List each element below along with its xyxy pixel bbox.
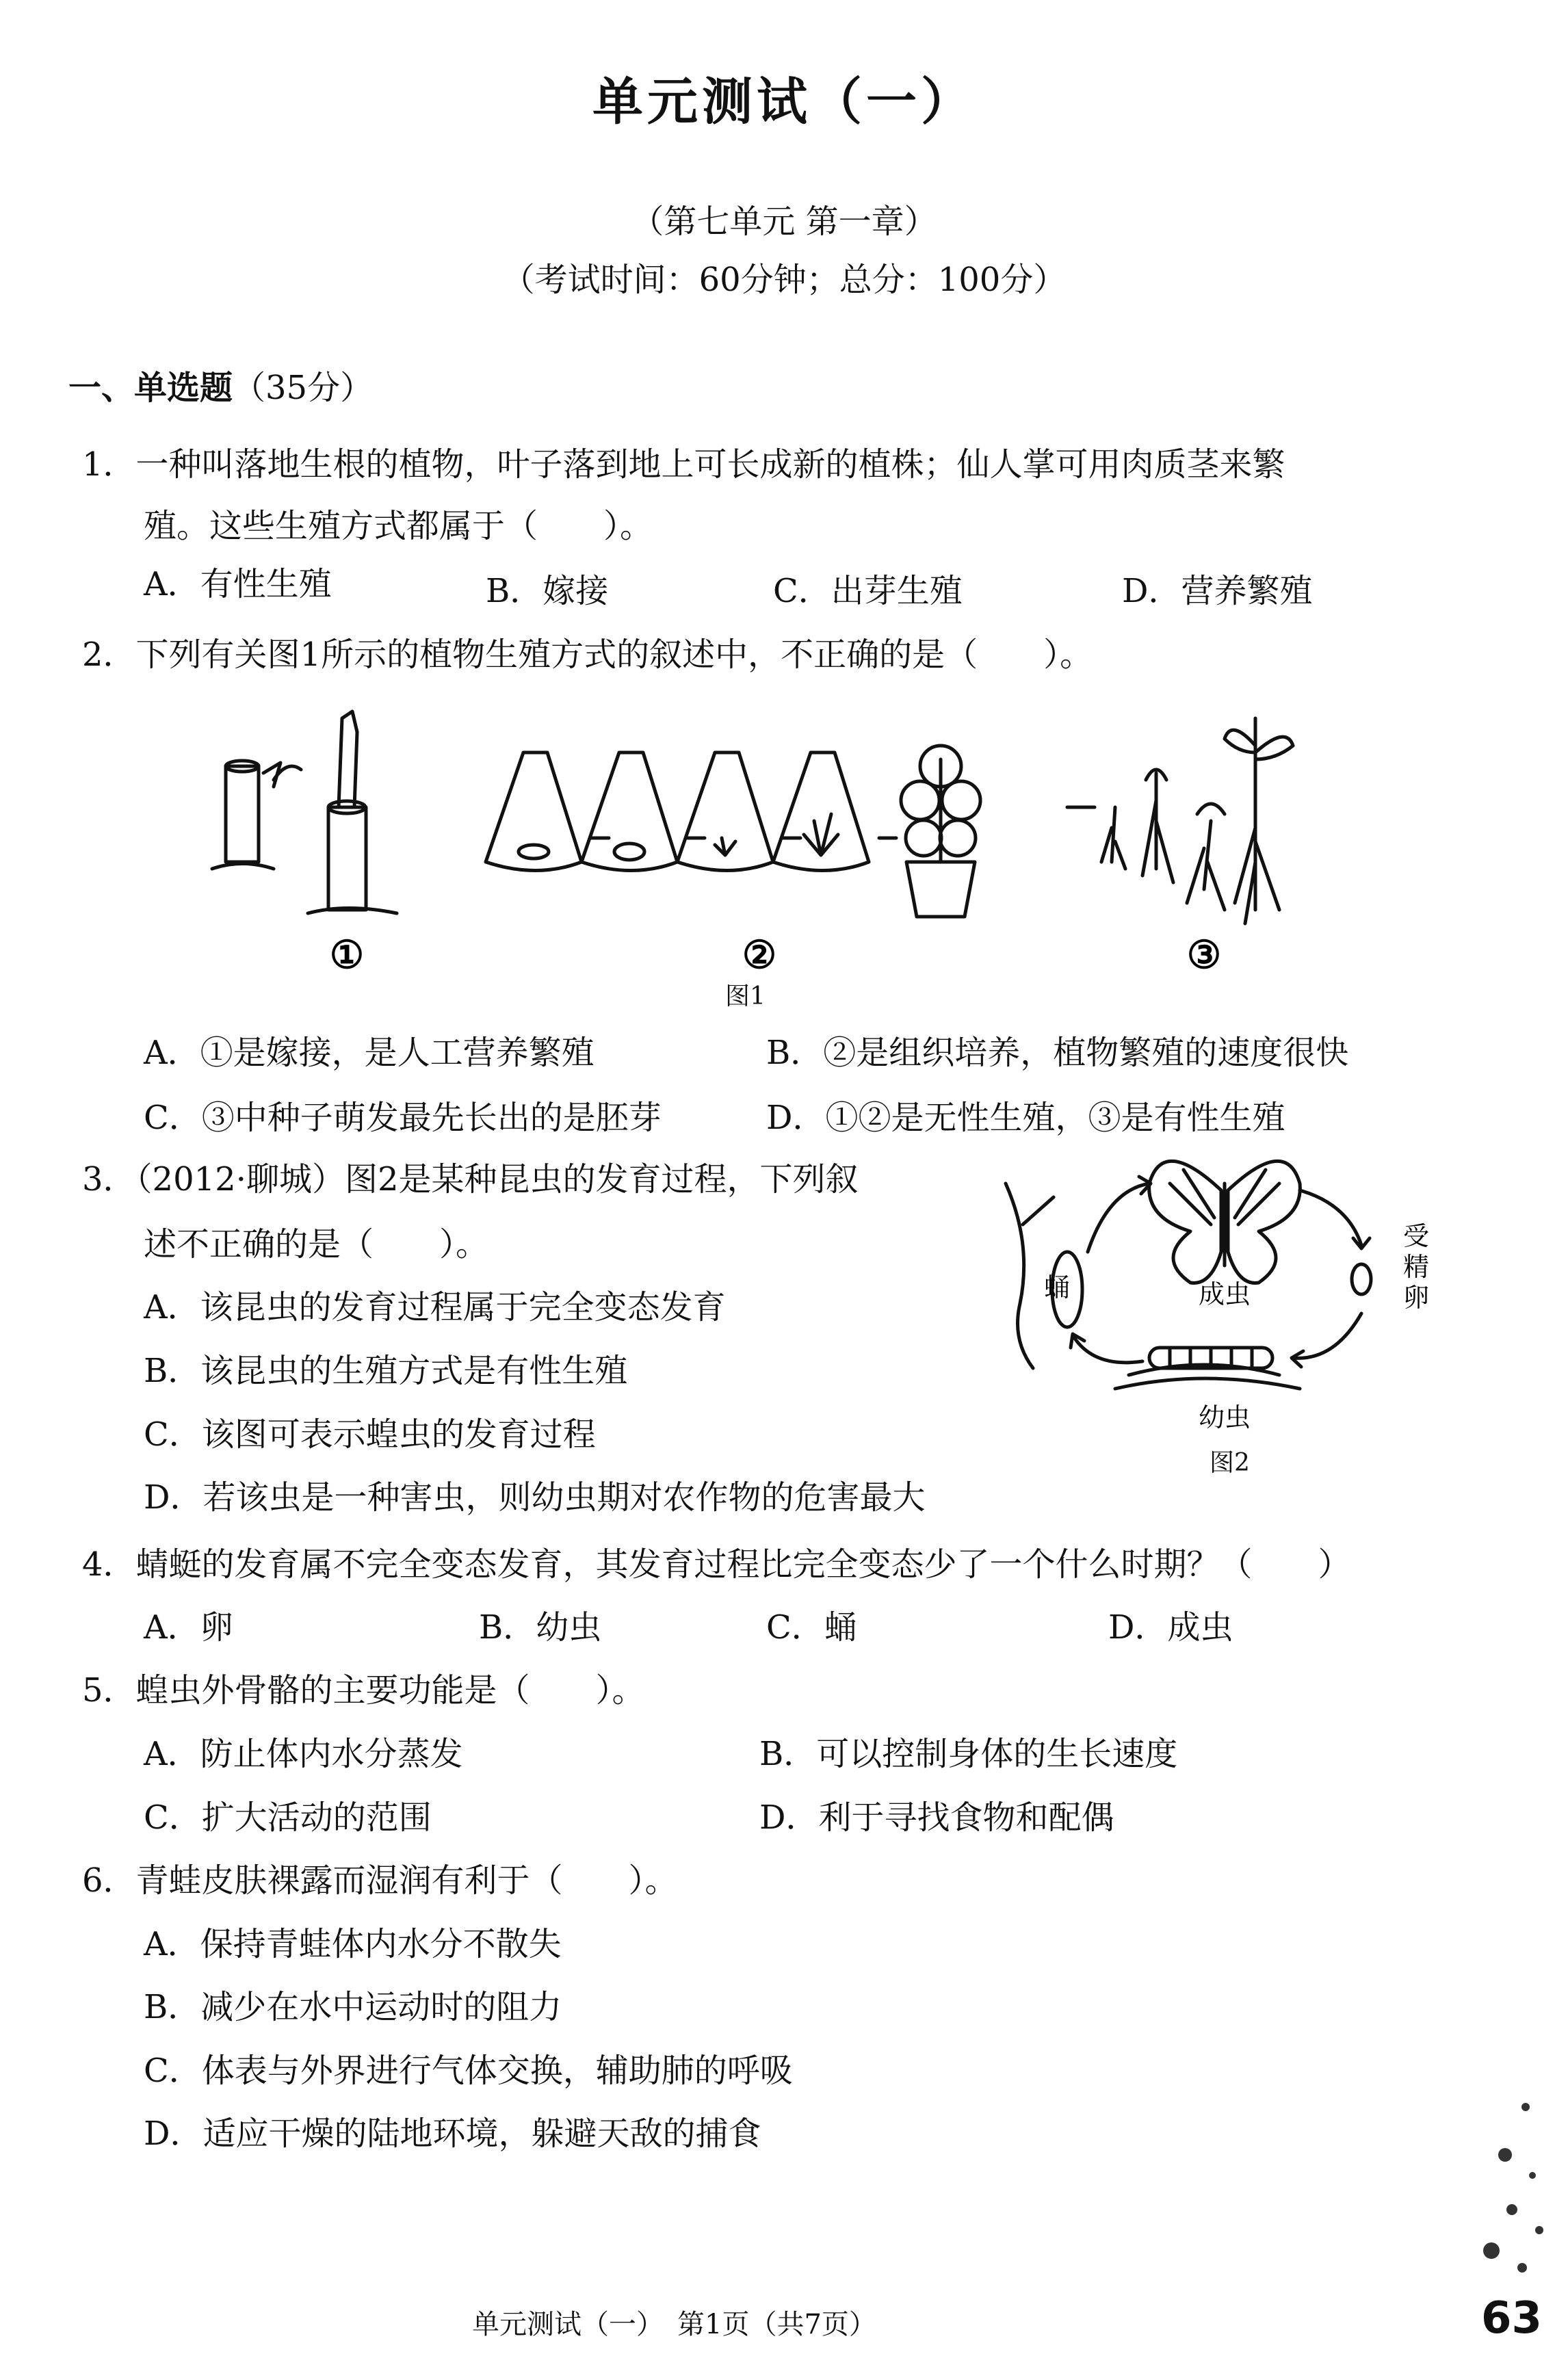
q5-option-c[interactable]: C．扩大活动的范围 <box>144 1798 432 1837</box>
q5-option-b[interactable]: B．可以控制身体的生长速度 <box>759 1735 1178 1773</box>
q5-stem: 5．蝗虫外骨骼的主要功能是（ ）。 <box>82 1671 645 1710</box>
q3-option-d[interactable]: D．若该虫是一种害虫，则幼虫期对农作物的危害最大 <box>144 1478 926 1517</box>
q1-option-c[interactable]: C．出芽生殖 <box>773 572 963 610</box>
q5-option-a[interactable]: A．防止体内水分蒸发 <box>144 1735 463 1773</box>
egg-illustration <box>1352 1264 1371 1294</box>
q4-option-b[interactable]: B．幼虫 <box>479 1608 602 1647</box>
q6-option-d[interactable]: D．适应干燥的陆地环境，躲避天敌的捕食 <box>144 2115 761 2153</box>
q3-stem-line1: 3．（2012·聊城）图2是某种昆虫的发育过程，下列叙 <box>82 1160 859 1199</box>
label-pupa: 蛹 <box>1043 1272 1071 1303</box>
q6-option-b[interactable]: B．减少在水中运动时的阻力 <box>144 1988 562 2026</box>
grafting-illustration <box>212 711 397 913</box>
q2-option-d[interactable]: D．①②是无性生殖，③是有性生殖 <box>766 1099 1285 1137</box>
q4-option-c[interactable]: C．蛹 <box>766 1608 857 1647</box>
page-number: 63 <box>1481 2293 1543 2344</box>
q1-stem-line1: 1．一种叫落地生根的植物，叶子落到地上可长成新的植株；仙人掌可用肉质茎来繁 <box>82 445 1285 484</box>
q3-option-b[interactable]: B．该昆虫的生殖方式是有性生殖 <box>144 1352 628 1390</box>
section-label: 一、单选题 <box>68 369 233 407</box>
section-heading <box>68 361 373 408</box>
figure1-label-3: ③ <box>1186 932 1222 978</box>
section-points: （35分） <box>233 369 374 407</box>
decorative-speckles <box>1464 2093 1560 2285</box>
q6-option-c[interactable]: C．体表与外界进行气体交换，辅助肺的呼吸 <box>144 2052 793 2090</box>
q2-stem: 2．下列有关图1所示的植物生殖方式的叙述中，不正确的是（ ）。 <box>82 636 1093 674</box>
seed-germination-illustration <box>1067 718 1293 924</box>
label-adult: 成虫 <box>1198 1279 1251 1309</box>
figure1-label-2: ② <box>742 932 777 978</box>
chapter-subtitle: （第七单元 第一章） <box>631 202 937 241</box>
q4-stem: 4．蜻蜓的发育属不完全变态发育，其发育过程比完全变态少了一个什么时期？（ ） <box>82 1545 1351 1584</box>
page-footer: 单元测试（一） 第1页（共7页） <box>472 2309 876 2340</box>
q2-option-c[interactable]: C．③中种子萌发最先长出的是胚芽 <box>144 1099 662 1137</box>
figure1-label-1: ① <box>329 932 365 978</box>
figure2-insect-lifecycle <box>992 1142 1443 1450</box>
figure1-plant-reproduction <box>198 705 1375 1012</box>
figure1-caption: 图1 <box>725 982 766 1010</box>
label-egg-char-3: 卵 <box>1402 1283 1430 1313</box>
butterfly-illustration <box>1149 1161 1301 1283</box>
label-egg-char-2: 精 <box>1402 1252 1430 1282</box>
q3-option-a[interactable]: A．该昆虫的发育过程属于完全变态发育 <box>144 1288 726 1326</box>
label-larva: 幼虫 <box>1198 1402 1251 1432</box>
q6-option-a[interactable]: A．保持青蛙体内水分不散失 <box>144 1925 562 1963</box>
q6-stem: 6．青蛙皮肤裸露而湿润有利于（ ）。 <box>82 1861 678 1900</box>
q3-stem-line2: 述不正确的是（ ）。 <box>144 1225 489 1264</box>
label-egg-char-1: 受 <box>1402 1221 1430 1251</box>
tissue-culture-illustration <box>486 746 980 917</box>
page-title: 单元测试（一） <box>592 73 976 131</box>
q3-option-c[interactable]: C．该图可表示蝗虫的发育过程 <box>144 1415 596 1454</box>
q1-option-b[interactable]: B．嫁接 <box>486 572 609 610</box>
q1-option-d[interactable]: D．营养繁殖 <box>1122 572 1313 610</box>
exam-info: （考试时间：60分钟；总分：100分） <box>501 261 1067 299</box>
q1-stem-line2: 殖。这些生殖方式都属于（ ）。 <box>144 507 653 545</box>
figure2-caption: 图2 <box>1210 1449 1250 1477</box>
q2-option-a[interactable]: A．①是嫁接，是人工营养繁殖 <box>144 1034 594 1072</box>
branch-illustration <box>1006 1183 1033 1368</box>
q5-option-d[interactable]: D．利于寻找食物和配偶 <box>759 1798 1114 1837</box>
q1-option-a[interactable]: A．有性生殖 <box>144 565 332 603</box>
q4-option-a[interactable]: A．卵 <box>144 1608 233 1647</box>
q4-option-d[interactable]: D．成虫 <box>1108 1608 1233 1647</box>
q2-option-b[interactable]: B．②是组织培养，植物繁殖的速度很快 <box>766 1034 1349 1072</box>
larva-illustration <box>1115 1348 1300 1389</box>
